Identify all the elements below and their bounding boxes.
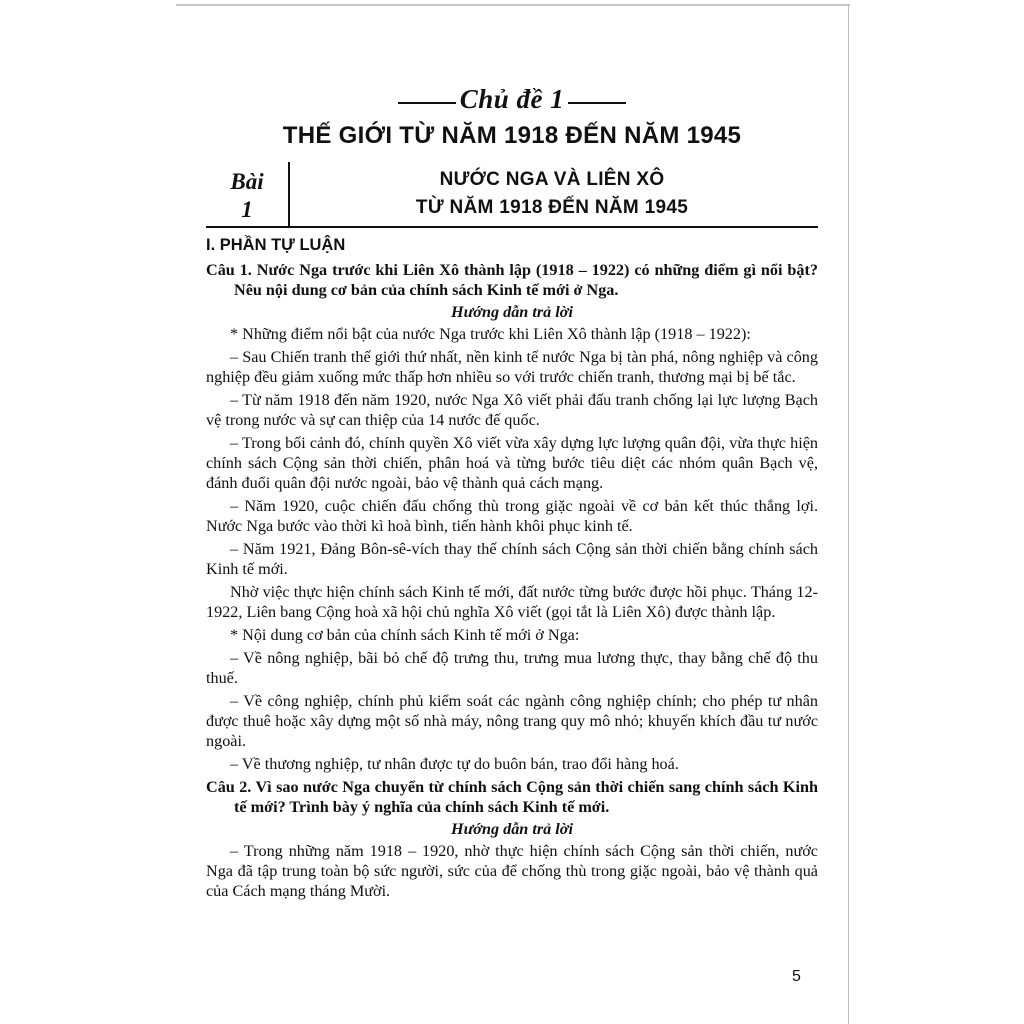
topic-heading (176, 84, 848, 115)
lesson-label-word: Bài (230, 169, 264, 194)
answer-guide-1: Hướng dẫn trả lời (451, 303, 573, 321)
page-number: 5 (792, 968, 801, 985)
question-1: Câu 1. Nước Nga trước khi Liên Xô thành lập (1918 – 1922) có những điểm gì nổi bật? Nêu nội dung cơ bản của chính sách Kinh tế mới ở Nga. (206, 261, 818, 299)
paragraph: – Sau Chiến tranh thế giới thứ nhất, nền kinh tế nước Nga bị tàn phá, nông nghiệp và công nghiệp đều giảm xuống mức thấp hơn nhiều so với trước chiến tranh, thương mại bị bế tắc. (206, 348, 818, 386)
paragraph: * Nội dung cơ bản của chính sách Kinh tế mới ở Nga: (230, 626, 580, 644)
paragraph: * Những điểm nổi bật của nước Nga trước khi Liên Xô thành lập (1918 – 1922): (230, 325, 751, 343)
paragraph: – Về nông nghiệp, bãi bỏ chế độ trưng thu, trưng mua lương thực, thay bằng chế độ thu thuế. (206, 649, 818, 687)
lesson-header (206, 162, 818, 228)
lesson-title (292, 166, 812, 222)
topic-label: Chủ đề 1 (459, 84, 565, 114)
book-page (176, 6, 848, 1024)
paragraph: – Về thương nghiệp, tư nhân được tự do buôn bán, trao đổi hàng hoá. (230, 755, 679, 773)
lesson-title-line1: NƯỚC NGA VÀ LIÊN XÔ (439, 169, 665, 190)
lesson-title-line2: TỪ NĂM 1918 ĐẾN NĂM 1945 (415, 197, 689, 218)
page-content (206, 234, 818, 904)
section-title: I. PHẦN TỰ LUẬN (206, 236, 346, 254)
paragraph: – Năm 1920, cuộc chiến đấu chống thù trong giặc ngoài về cơ bản kết thúc thắng lợi. Nước Nga bước vào thời kì hoà bình, tiến hành khôi phục kinh tế. (206, 497, 818, 535)
paragraph: – Về công nghiệp, chính phủ kiểm soát các ngành công nghiệp chính; cho phép tư nhân được thuê hoặc xây dựng một số nhà máy, nông trang quy mô nhỏ; khuyến khích đầu tư nước ngoài. (206, 692, 818, 750)
paragraph: Nhờ việc thực hiện chính sách Kinh tế mới, đất nước từng bước được hồi phục. Tháng 12-1922, Liên bang Cộng hoà xã hội chủ nghĩa Xô viết (gọi tắt là Liên Xô) được thành lập. (206, 583, 818, 621)
scan-right-edge (848, 4, 849, 1024)
answer-guide-2: Hướng dẫn trả lời (451, 820, 573, 838)
chapter-title: THẾ GIỚI TỪ NĂM 1918 ĐẾN NĂM 1945 (282, 122, 742, 149)
topic-rule-right (568, 102, 626, 104)
paragraph: – Trong những năm 1918 – 1920, nhờ thực hiện chính sách Cộng sản thời chiến, nước Nga đã tập trung toàn bộ sức người, sức của để chống thù trong giặc ngoài, bảo vệ thành quả của Cách mạng tháng Mười. (206, 842, 818, 900)
paragraph: – Từ năm 1918 đến năm 1920, nước Nga Xô viết phải đấu tranh chống lại lực lượng Bạch vệ trong nước và sự can thiệp của 14 nước đế quốc. (206, 391, 818, 429)
question-2: Câu 2. Vì sao nước Nga chuyển từ chính sách Cộng sản thời chiến sang chính sách Kinh tế mới? Trình bày ý nghĩa của chính sách Kinh tế mới. (206, 778, 818, 816)
paragraph: – Trong bối cảnh đó, chính quyền Xô viết vừa xây dựng lực lượng quân đội, vừa thực hiện chính sách Cộng sản thời chiến, phân hoá và từng bước tiêu diệt các nhóm quân Bạch vệ, đánh đuổi quân đội nước ngoài, bảo vệ thành quả cách mạng. (206, 434, 818, 492)
lesson-label-number: 1 (241, 197, 253, 222)
paragraph: – Năm 1921, Đảng Bôn-sê-vích thay thế chính sách Cộng sản thời chiến bằng chính sách Kinh tế mới. (206, 540, 818, 578)
lesson-label (206, 162, 290, 226)
topic-rule-left (398, 102, 456, 104)
